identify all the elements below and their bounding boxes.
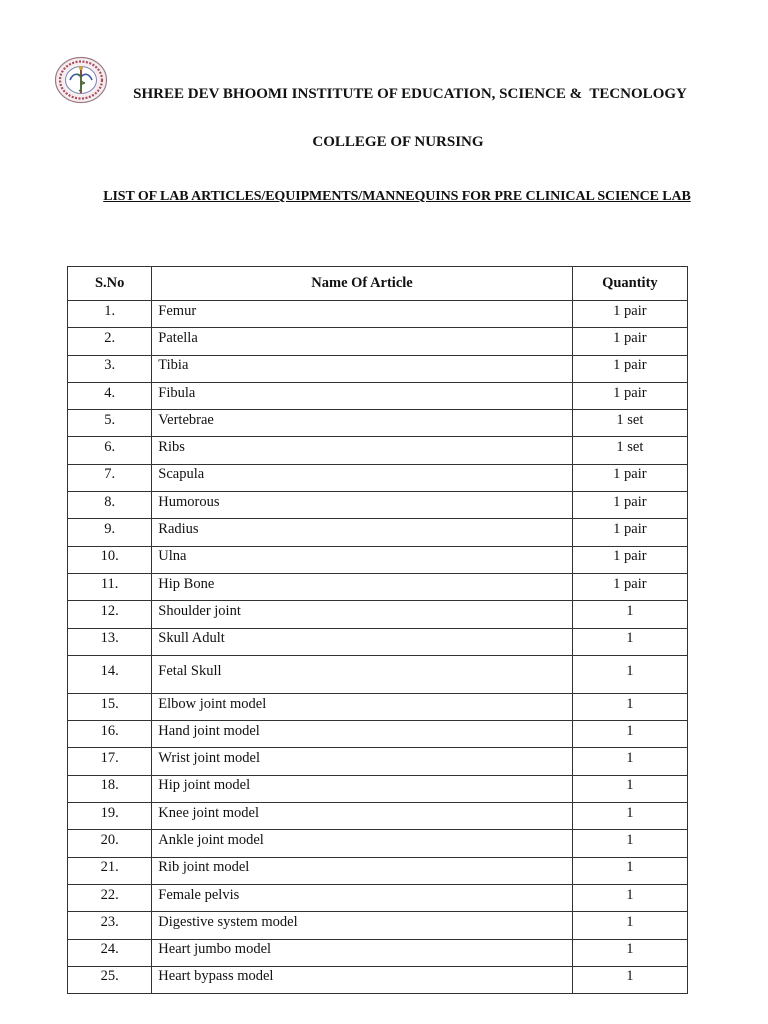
cell-sno xyxy=(68,775,152,802)
cell-quantity-text: 1 set xyxy=(616,439,644,456)
cell-quantity xyxy=(572,410,687,437)
cell-article-name-text: Knee joint model xyxy=(158,804,259,821)
cell-sno-text: 10. xyxy=(100,548,119,565)
cell-article-name xyxy=(152,519,572,546)
cell-quantity-text: 1 pair xyxy=(613,384,647,401)
cell-article-name-text: Female pelvis xyxy=(158,886,240,903)
cell-article-name-text: Femur xyxy=(158,302,197,319)
cell-sno xyxy=(68,830,152,857)
cell-sno xyxy=(68,939,152,966)
cell-quantity xyxy=(572,884,687,911)
institute-name: SHREE DEV BHOOMI INSTITUTE OF EDUCATION, SCIENCE & TECNOLOGY xyxy=(133,86,687,102)
articles-table xyxy=(67,266,688,994)
cell-article-name xyxy=(152,464,572,491)
cell-sno-text: 7. xyxy=(104,466,116,483)
cell-quantity-text: 1 xyxy=(626,968,634,985)
cell-sno xyxy=(68,437,152,464)
cell-quantity xyxy=(572,966,687,993)
cell-article-name-text: Skull Adult xyxy=(158,630,225,647)
cell-quantity xyxy=(572,328,687,355)
cell-quantity-text: 1 pair xyxy=(613,548,647,565)
cell-quantity xyxy=(572,519,687,546)
table-header-row xyxy=(68,267,688,301)
cell-quantity xyxy=(572,857,687,884)
cell-quantity-text: 1 xyxy=(626,913,634,930)
cell-sno-text: 9. xyxy=(104,521,116,538)
cell-sno xyxy=(68,601,152,628)
cell-article-name-text: Humorous xyxy=(158,493,220,510)
cell-article-name-text: Patella xyxy=(158,329,198,346)
table-row xyxy=(68,546,688,573)
cell-quantity xyxy=(572,464,687,491)
cell-article-name-text: Radius xyxy=(158,521,199,538)
cell-sno xyxy=(68,857,152,884)
cell-article-name xyxy=(152,410,572,437)
cell-sno-text: 5. xyxy=(104,411,116,428)
cell-sno xyxy=(68,966,152,993)
cell-quantity xyxy=(572,655,687,693)
cell-article-name xyxy=(152,939,572,966)
cell-sno xyxy=(68,748,152,775)
cell-quantity xyxy=(572,775,687,802)
cell-quantity-text: 1 xyxy=(626,750,634,767)
table-row xyxy=(68,884,688,911)
cell-sno-text: 1. xyxy=(104,302,116,319)
cell-quantity xyxy=(572,382,687,409)
cell-quantity xyxy=(572,355,687,382)
cell-sno xyxy=(68,464,152,491)
cell-quantity xyxy=(572,803,687,830)
table-row xyxy=(68,301,688,328)
cell-article-name-text: Scapula xyxy=(158,466,205,483)
table-row xyxy=(68,382,688,409)
cell-sno-text: 12. xyxy=(100,602,119,619)
cell-article-name-text: Wrist joint model xyxy=(158,750,261,767)
cell-sno xyxy=(68,655,152,693)
cell-article-name xyxy=(152,748,572,775)
cell-article-name xyxy=(152,573,572,600)
cell-quantity-text: 1 set xyxy=(616,411,644,428)
cell-quantity-text: 1 pair xyxy=(613,575,647,592)
cell-sno xyxy=(68,721,152,748)
table-row xyxy=(68,803,688,830)
cell-article-name xyxy=(152,355,572,382)
cell-quantity xyxy=(572,573,687,600)
cell-article-name xyxy=(152,601,572,628)
cell-article-name-text: Heart jumbo model xyxy=(158,941,272,958)
cell-article-name xyxy=(152,492,572,519)
cell-article-name xyxy=(152,328,572,355)
cell-sno xyxy=(68,912,152,939)
cell-quantity-text: 1 xyxy=(626,695,634,712)
table-row xyxy=(68,492,688,519)
table-row xyxy=(68,573,688,600)
cell-quantity-text: 1 pair xyxy=(613,493,647,510)
cell-quantity xyxy=(572,939,687,966)
cell-sno-text: 14. xyxy=(100,662,119,679)
cell-sno-text: 4. xyxy=(104,384,116,401)
cell-sno-text: 6. xyxy=(104,439,116,456)
cell-article-name xyxy=(152,912,572,939)
cell-quantity-text: 1 xyxy=(626,602,634,619)
table-row xyxy=(68,355,688,382)
cell-article-name-text: Elbow joint model xyxy=(158,695,267,712)
table-row xyxy=(68,939,688,966)
cell-quantity-text: 1 xyxy=(626,886,634,903)
cell-sno xyxy=(68,355,152,382)
cell-quantity-text: 1 pair xyxy=(613,521,647,538)
cell-sno xyxy=(68,301,152,328)
cell-quantity xyxy=(572,912,687,939)
college-name: COLLEGE OF NURSING xyxy=(312,134,484,150)
cell-quantity-text: 1 pair xyxy=(613,466,647,483)
cell-sno xyxy=(68,628,152,655)
cell-sno-text: 20. xyxy=(100,831,119,848)
table-row xyxy=(68,857,688,884)
cell-quantity-text: 1 pair xyxy=(613,357,647,374)
cell-article-name xyxy=(152,775,572,802)
cell-article-name-text: Hip joint model xyxy=(158,777,251,794)
cell-sno-text: 21. xyxy=(100,859,119,876)
cell-sno-text: 8. xyxy=(104,493,116,510)
column-header-quantity: Quantity xyxy=(572,267,687,301)
cell-sno-text: 24. xyxy=(100,941,119,958)
cell-article-name-text: Vertebrae xyxy=(158,411,214,428)
cell-article-name-text: Shoulder joint xyxy=(158,602,241,619)
cell-quantity-text: 1 pair xyxy=(613,329,647,346)
cell-sno xyxy=(68,410,152,437)
cell-quantity xyxy=(572,721,687,748)
table-row xyxy=(68,601,688,628)
cell-sno-text: 15. xyxy=(100,695,119,712)
cell-article-name xyxy=(152,884,572,911)
cell-sno-text: 22. xyxy=(100,886,119,903)
cell-article-name xyxy=(152,721,572,748)
cell-quantity-text: 1 pair xyxy=(613,302,647,319)
cell-article-name-text: Ankle joint model xyxy=(158,831,264,848)
column-header-name: Name Of Article xyxy=(152,267,572,301)
cell-quantity-text: 1 xyxy=(626,941,634,958)
cell-sno-text: 17. xyxy=(100,750,119,767)
cell-article-name xyxy=(152,830,572,857)
cell-quantity xyxy=(572,437,687,464)
cell-article-name xyxy=(152,546,572,573)
table-row xyxy=(68,410,688,437)
cell-article-name xyxy=(152,301,572,328)
cell-sno-text: 25. xyxy=(100,968,119,985)
cell-quantity-text: 1 xyxy=(626,804,634,821)
cell-article-name-text: Hand joint model xyxy=(158,722,260,739)
cell-sno xyxy=(68,519,152,546)
cell-quantity xyxy=(572,301,687,328)
cell-quantity xyxy=(572,830,687,857)
cell-sno-text: 3. xyxy=(104,357,116,374)
cell-sno-text: 19. xyxy=(100,804,119,821)
cell-article-name-text: Hip Bone xyxy=(158,575,215,592)
cell-quantity-text: 1 xyxy=(626,777,634,794)
cell-article-name-text: Ulna xyxy=(158,548,187,565)
cell-sno-text: 23. xyxy=(100,913,119,930)
cell-quantity xyxy=(572,546,687,573)
cell-sno xyxy=(68,382,152,409)
table-row xyxy=(68,628,688,655)
cell-article-name-text: Fibula xyxy=(158,384,196,401)
cell-sno-text: 16. xyxy=(100,722,119,739)
cell-sno xyxy=(68,803,152,830)
cell-quantity-text: 1 xyxy=(626,722,634,739)
cell-sno xyxy=(68,693,152,720)
cell-article-name-text: Digestive system model xyxy=(158,913,298,930)
cell-sno-text: 2. xyxy=(104,329,116,346)
cell-sno xyxy=(68,328,152,355)
cell-quantity-text: 1 xyxy=(626,662,634,679)
cell-quantity xyxy=(572,693,687,720)
cell-quantity-text: 1 xyxy=(626,831,634,848)
cell-article-name-text: Ribs xyxy=(158,439,185,456)
table-row xyxy=(68,519,688,546)
cell-article-name-text: Rib joint model xyxy=(158,859,250,876)
cell-sno-text: 13. xyxy=(100,630,119,647)
cell-sno xyxy=(68,492,152,519)
cell-sno-text: 18. xyxy=(100,777,119,794)
cell-article-name xyxy=(152,693,572,720)
cell-sno xyxy=(68,546,152,573)
list-title: LIST OF LAB ARTICLES/EQUIPMENTS/MANNEQUINS FOR PRE CLINICAL SCIENCE LAB xyxy=(103,189,691,204)
table-row xyxy=(68,693,688,720)
cell-article-name xyxy=(152,437,572,464)
cell-quantity xyxy=(572,748,687,775)
table-row xyxy=(68,655,688,693)
cell-article-name-text: Fetal Skull xyxy=(158,662,222,679)
cell-quantity-text: 1 xyxy=(626,630,634,647)
cell-article-name-text: Heart bypass model xyxy=(158,968,274,985)
table-row xyxy=(68,721,688,748)
cell-article-name xyxy=(152,382,572,409)
table-row xyxy=(68,748,688,775)
cell-article-name-text: Tibia xyxy=(158,357,189,374)
table-row xyxy=(68,328,688,355)
column-header-sno: S.No xyxy=(68,267,152,301)
table-row xyxy=(68,830,688,857)
cell-quantity-text: 1 xyxy=(626,859,634,876)
cell-sno xyxy=(68,573,152,600)
table-row xyxy=(68,775,688,802)
table-row xyxy=(68,966,688,993)
cell-article-name xyxy=(152,857,572,884)
cell-article-name xyxy=(152,655,572,693)
cell-quantity xyxy=(572,601,687,628)
table-row xyxy=(68,912,688,939)
cell-sno xyxy=(68,884,152,911)
table-row xyxy=(68,464,688,491)
cell-article-name xyxy=(152,628,572,655)
cell-quantity xyxy=(572,492,687,519)
cell-article-name xyxy=(152,803,572,830)
cell-sno-text: 11. xyxy=(100,575,119,592)
cell-quantity xyxy=(572,628,687,655)
cell-article-name xyxy=(152,966,572,993)
table-row xyxy=(68,437,688,464)
